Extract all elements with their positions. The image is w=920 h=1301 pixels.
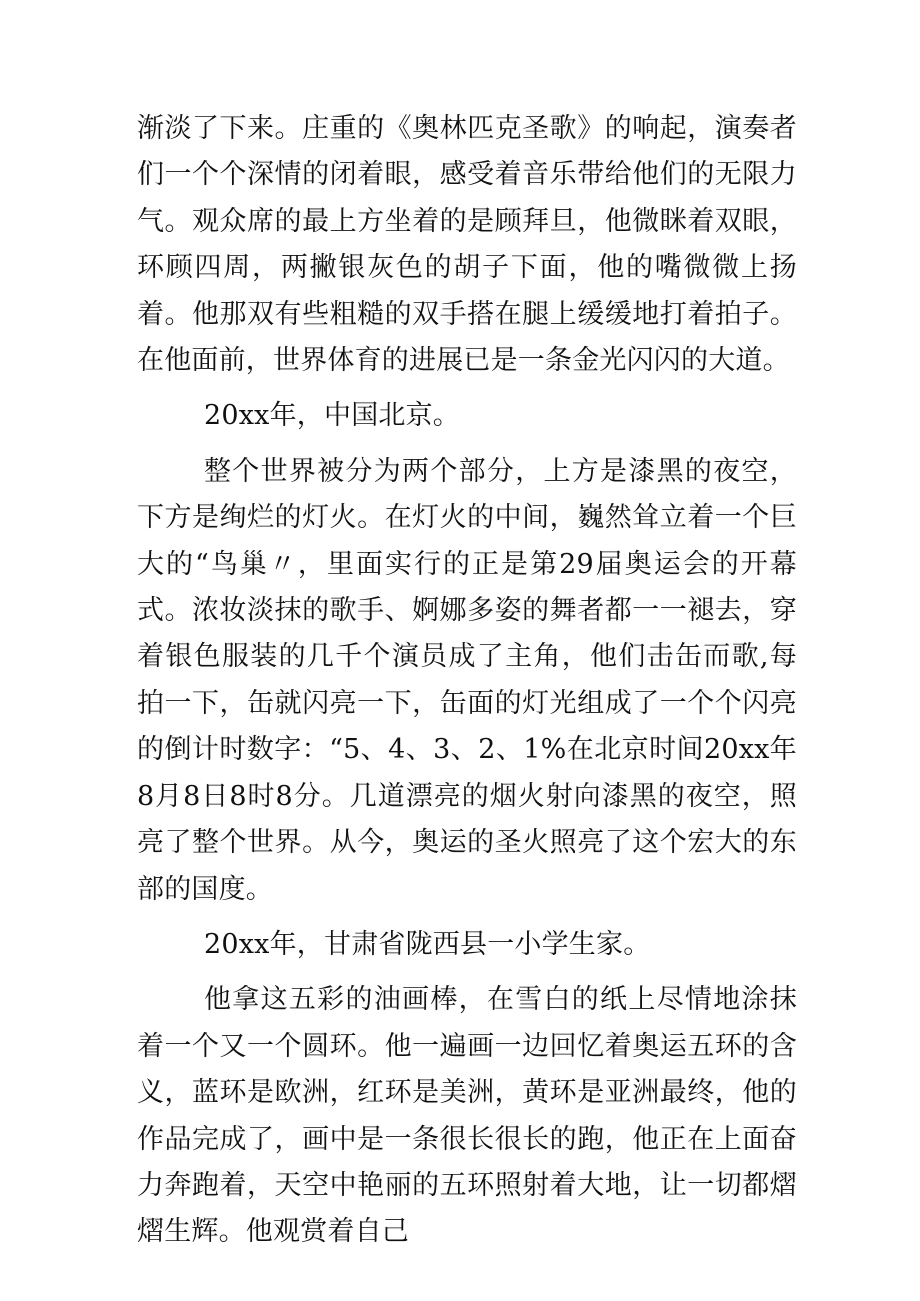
paragraph-student-drawing: 他拿这五彩的油画棒，在雪白的纸上尽情地涂抹着一个又一个圆环。他一遍画一边回忆着奥运五环的含义，蓝环是欧洲，红环是美洲，黄环是亚洲最终，他的作品完成了，画中是一条很长很长的跑，他正在上面奋力奔跑着，天空中艳丽的五环照射着大地，让一切都熠熠生辉。他观赏着自己 — [137, 984, 797, 1248]
body-text — [137, 106, 797, 1256]
paragraph-gansu-heading: 20xx年，甘肃省陇西县一小学生家。 — [204, 928, 651, 960]
paragraph-opening-ceremony: 整个世界被分为两个部分，上方是漆黑的夜空，下方是绚烂的灯火。在灯火的中间，巍然耸立着一个巨大的“鸟巢〃，里面实行的正是第29届奥运会的开幕式。浓妆淡抹的歌手、婀娜多姿的舞者都一一褪去，穿着银色服装的几千个演员成了主角，他们击缶而歌,每拍一下，缶就闪亮一下，缶面的灯光组成了一个个闪亮的倒计时数字：“5、4、3、2、1%在北京时间20xx年8月8日8时8分。几道漂亮的烟火射向漆黑的夜空，照亮了整个世界。从今，奥运的圣火照亮了这个宏大的东部的国度。 — [137, 455, 797, 905]
paragraph-continuation: 渐淡了下来。庄重的《奥林匹克圣歌》的响起，演奏者们一个个深情的闭着眼，感受着音乐带给他们的无限力气。观众席的最上方坐着的是顾拜旦，他微眯着双眼，环顾四周，两撇银灰色的胡子下面，他的嘴微微上扬着。他那双有些粗糙的双手搭在腿上缓缓地打着拍子。在他面前，世界体育的进展已是一条金光闪闪的大道。 — [137, 113, 797, 377]
paragraph-beijing-heading: 20xx年，中国北京。 — [204, 400, 461, 432]
